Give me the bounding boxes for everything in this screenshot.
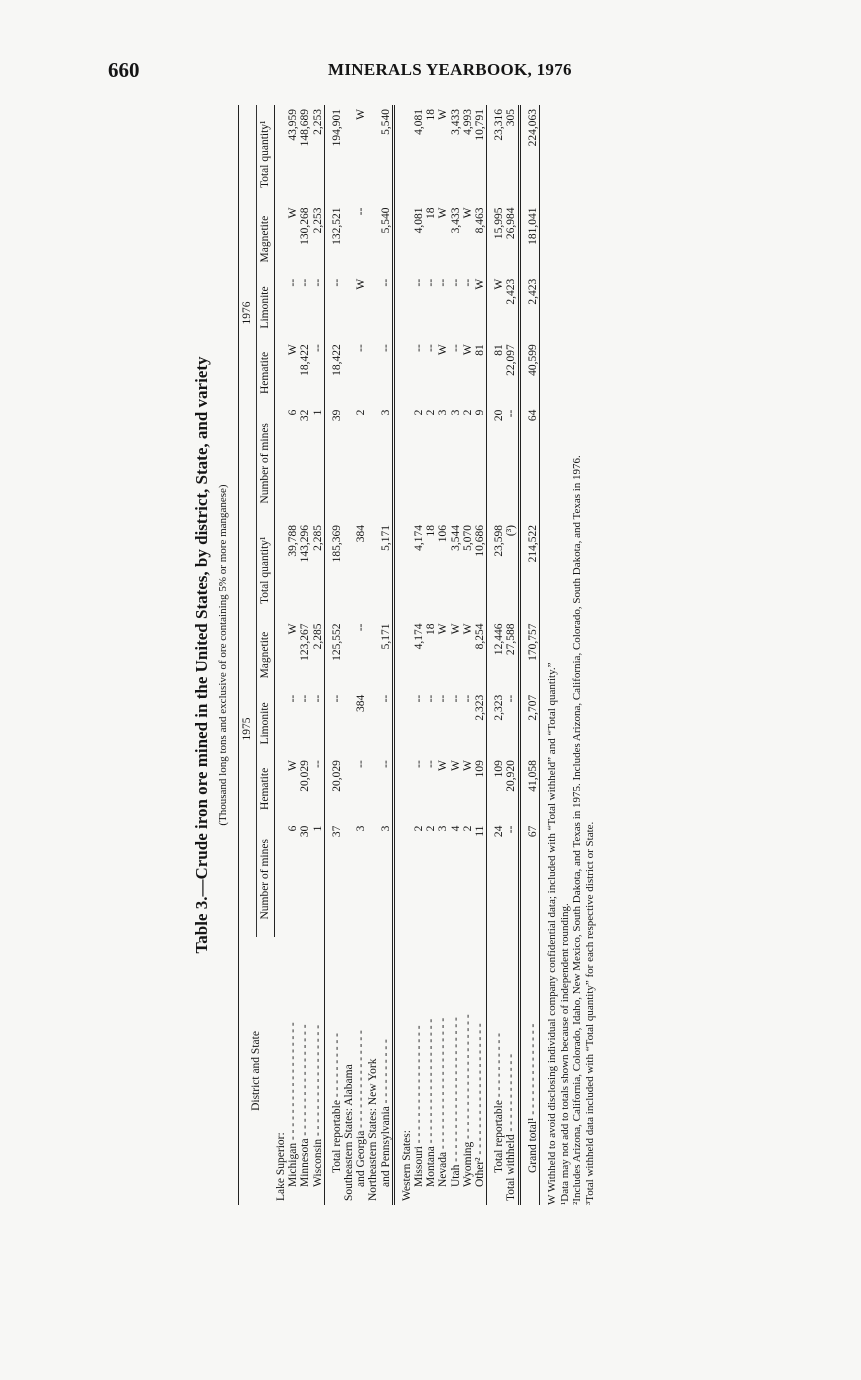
table-cell: W [473, 278, 486, 290]
table-cell [401, 105, 413, 204]
table-cell [401, 691, 413, 756]
header-1976-col-1: Hematite [257, 340, 275, 405]
table-cell [367, 105, 379, 204]
table-cell [275, 756, 287, 821]
table-cell: -- [437, 278, 450, 287]
row-label: Lake Superior: [274, 1132, 287, 1201]
table-cell: -- [449, 344, 462, 352]
table-cell: W [449, 623, 462, 635]
row-spacer [393, 105, 401, 1205]
table-cell: -- [330, 278, 343, 287]
table-cell: -- [355, 344, 368, 352]
running-head: MINERALS YEARBOOK, 1976 [328, 60, 572, 79]
table-cell [367, 406, 379, 521]
table-cell: 2,253 [311, 207, 324, 234]
table-cell: 27,588 [505, 623, 518, 656]
table-cell: 4,081 [412, 109, 425, 135]
table-row [287, 105, 299, 1205]
table-cell [367, 822, 379, 937]
table-cell: 39 [330, 409, 343, 422]
table-cell: W [287, 207, 300, 219]
table-cell [343, 619, 355, 690]
table-cell: -- [461, 694, 474, 703]
table-cell: 194,901 [330, 109, 343, 147]
table-cell: 2,323 [473, 694, 486, 721]
footnotes [546, 105, 597, 1205]
table-cell: 15,995 [493, 207, 506, 240]
table-cell: 67 [527, 822, 540, 937]
table-row [450, 105, 462, 1205]
table-cell [401, 756, 413, 821]
table-cell [343, 691, 355, 756]
row-label: Wyoming - - - - - - - - - - - - - - - - - - - [461, 1014, 474, 1187]
table-cell: 2 [425, 825, 438, 832]
table-cell: 3,544 [449, 525, 462, 551]
table-cell: 123,267 [299, 623, 312, 661]
table-cell: 3 [355, 825, 368, 832]
table-cell: 109 [473, 760, 486, 778]
table-cell: 143,296 [299, 525, 312, 563]
footnote: ³Total withheld data included with “Total quantity” for each respective district or State. [584, 821, 597, 1205]
row-label: Southeastern States: Alabama [342, 1064, 355, 1201]
table-cell: -- [425, 278, 438, 287]
row-label: and Georgia - - - - - - - - - - - - - - - [355, 1030, 368, 1187]
table-cell [343, 340, 355, 405]
table-cell [275, 822, 287, 937]
table-cell [367, 691, 379, 756]
table-cell: -- [379, 760, 392, 768]
table-cell: 20,029 [330, 760, 343, 792]
table-row [275, 105, 287, 1205]
row-label: Total withheld - - - - - - - - - - - - [505, 1053, 518, 1201]
table-row [493, 105, 505, 1205]
table-cell: 39,788 [287, 525, 300, 557]
row-label: Utah - - - - - - - - - - - - - - - - - - - - - - [449, 1017, 462, 1187]
table-cell: -- [505, 825, 518, 834]
table-row [331, 105, 343, 1205]
table-cell: 18 [425, 109, 438, 121]
table-cell: 106 [437, 525, 450, 543]
table-cell: 2 [412, 409, 425, 416]
table-cell [343, 105, 355, 204]
table-cell [343, 406, 355, 521]
table-cell [401, 822, 413, 937]
table-row [505, 105, 519, 1205]
table-cell: W [461, 207, 474, 219]
table-row [462, 105, 474, 1205]
row-label: Michigan - - - - - - - - - - - - - - - - - - [287, 1022, 300, 1187]
table-cell: 384 [355, 694, 368, 712]
table-cell: 5,171 [379, 525, 392, 551]
table-cell: 2,323 [493, 694, 506, 721]
table-cell: 181,041 [527, 204, 540, 275]
table-cell: (³) [505, 525, 518, 537]
table-cell: 18,422 [299, 344, 312, 376]
table-cell: 22,097 [505, 344, 518, 376]
table-cell [275, 204, 287, 275]
table-cell: 2,707 [527, 691, 540, 756]
table-cell: 2,423 [505, 278, 518, 305]
table-cell: W [437, 344, 450, 356]
table-cell: W [287, 623, 300, 635]
table-cell: W [461, 344, 474, 356]
table-cell: 132,521 [330, 207, 343, 245]
header-1976-col-4: Total quantity¹ [257, 105, 275, 204]
table-cell: W [437, 109, 450, 120]
table-cell: W [437, 623, 450, 635]
row-label: Minnesota - - - - - - - - - - - - - - - - - [299, 1024, 312, 1187]
table-cell: -- [505, 694, 518, 703]
footnote: W Withheld to avoid disclosing individual company confidential data; included with “Total withheld” and “Total quantity.” [545, 662, 558, 1205]
table-cell: -- [505, 409, 518, 418]
table-row [355, 105, 367, 1205]
row-label: Other² - - - - - - - - - - - - - - - - - - - - [473, 1023, 486, 1187]
table-cell [275, 619, 287, 690]
table-cell: 5,540 [379, 207, 392, 234]
table-cell: 2 [425, 409, 438, 416]
table-subtitle: (Thousand long tons and exclusive of ore containing 5% or more manganese) [217, 484, 229, 826]
table-cell [401, 406, 413, 521]
table-cell: -- [330, 694, 343, 703]
table-cell: 37 [330, 825, 343, 838]
page-number: 660 [108, 58, 140, 82]
table-cell [343, 521, 355, 619]
header-1976-col-0: Number of mines [257, 406, 275, 521]
table-cell: 4 [449, 825, 462, 832]
table-cell: -- [412, 760, 425, 768]
spacer-cell [519, 105, 527, 1205]
table-cell [367, 521, 379, 619]
header-district-state: District and State [239, 937, 275, 1205]
table-cell: 2 [461, 409, 474, 416]
table-cell: 23,316 [493, 109, 506, 141]
table-row [312, 105, 325, 1205]
iron-ore-table [238, 105, 540, 1205]
header-1975-col-0: Number of mines [257, 822, 275, 937]
row-spacer [519, 105, 527, 1205]
table-cell: 12,446 [493, 623, 506, 656]
table-cell [343, 275, 355, 340]
table-cell: -- [425, 344, 438, 352]
table-cell: -- [355, 760, 368, 768]
table-cell [401, 619, 413, 690]
table-cell: 5,070 [461, 525, 474, 551]
row-label: Wisconsin - - - - - - - - - - - - - - - - - [311, 1024, 324, 1187]
table-cell: -- [449, 278, 462, 287]
table-cell: -- [379, 694, 392, 703]
table-cell [401, 275, 413, 340]
table-cell: 30 [299, 825, 312, 838]
table-cell: 2,423 [527, 275, 540, 340]
footnote: ¹Data may not add to totals shown because of independent rounding. [558, 903, 571, 1205]
table-cell [275, 340, 287, 405]
table-body [275, 105, 539, 1205]
table-cell: -- [355, 207, 368, 216]
table-row [413, 105, 425, 1205]
table-cell: 5,171 [379, 623, 392, 650]
table-cell: 1 [311, 825, 324, 832]
table-row [343, 105, 355, 1205]
table-cell: 2 [355, 409, 368, 416]
table-cell: 2 [461, 825, 474, 832]
table-title: Table 3.—Crude iron ore mined in the United States, by district, State, and variety [192, 356, 211, 954]
table-cell: 3 [379, 825, 392, 832]
table-cell: 214,522 [527, 521, 540, 619]
table-cell: -- [379, 344, 392, 352]
table-cell: 40,599 [527, 340, 540, 405]
table-cell [367, 619, 379, 690]
table-cell [343, 756, 355, 821]
table-cell: -- [425, 760, 438, 768]
table-cell: 3 [379, 409, 392, 416]
table-cell: 4,993 [461, 109, 474, 135]
row-label: Northeastern States: New York [367, 1058, 380, 1201]
table-cell: 6 [287, 409, 300, 416]
table-cell [401, 340, 413, 405]
table-cell [367, 204, 379, 275]
table-cell: 81 [493, 344, 506, 356]
table-cell: -- [299, 278, 312, 287]
table-cell: W [493, 278, 506, 290]
table-cell: 185,369 [330, 525, 343, 563]
table-row [474, 105, 487, 1205]
table-row [367, 105, 379, 1205]
table-cell: -- [311, 694, 324, 703]
table-cell: 11 [473, 825, 486, 837]
table-cell: -- [412, 694, 425, 703]
table-row [401, 105, 413, 1205]
row-label: Grand total¹ - - - - - - - - - - - - - - [527, 937, 540, 1205]
table-row [299, 105, 311, 1205]
row-label: Nevada - - - - - - - - - - - - - - - - - - - - [437, 1017, 450, 1187]
table-cell: 2,285 [311, 623, 324, 650]
table-cell [401, 204, 413, 275]
table-cell: 81 [473, 344, 486, 356]
table-cell: -- [287, 278, 300, 287]
table-cell: 9 [473, 409, 486, 416]
row-label: Montana - - - - - - - - - - - - - - - - - - - [425, 1018, 438, 1187]
table-cell: 5,540 [379, 109, 392, 135]
rotated-table-block [190, 105, 690, 1205]
table-cell: W [287, 344, 300, 356]
table-cell: 130,268 [299, 207, 312, 245]
table-cell: -- [461, 278, 474, 287]
table-cell: W [461, 623, 474, 635]
table-cell: 20,920 [505, 760, 518, 792]
table-cell: 8,463 [473, 207, 486, 234]
table-cell: W [449, 760, 462, 772]
table-cell: 20,029 [299, 760, 312, 792]
table-row [527, 105, 540, 1205]
table-cell: 18 [425, 207, 438, 220]
header-1975-col-3: Magnetite [257, 619, 275, 690]
table-cell: 3,433 [449, 109, 462, 135]
table-cell: -- [379, 278, 392, 287]
table-cell: 8,254 [473, 623, 486, 650]
table-cell: W [287, 760, 300, 772]
footnote: ²Includes Arizona, California, Colorado, Idaho, New Mexico, South Dakota, and Texas in 1975. Includes Arizona, California, Colorado, South Dakota, and Texas in 1976. [571, 455, 584, 1205]
header-1976-col-2: Limonite [257, 275, 275, 340]
table-cell: 109 [493, 760, 506, 778]
header-1975-col-2: Limonite [257, 691, 275, 756]
row-label: Western States: [400, 1130, 413, 1201]
table-cell [275, 521, 287, 619]
table-cell: 10,686 [473, 525, 486, 557]
table-cell: -- [425, 694, 438, 703]
table-cell: 3 [449, 409, 462, 416]
table-cell: 4,174 [412, 623, 425, 650]
table-cell: 4,174 [412, 525, 425, 551]
table-cell: 2,253 [311, 109, 324, 135]
table-cell: 26,984 [505, 207, 518, 240]
table-cell: 64 [527, 406, 540, 521]
table-cell: 41,058 [527, 756, 540, 821]
table-cell: 305 [505, 109, 518, 127]
table-cell: 224,063 [527, 105, 540, 204]
table-cell: 2,285 [311, 525, 324, 551]
table-cell: W [461, 760, 474, 772]
table-cell: 1 [311, 409, 324, 416]
row-label: Total reportable - - - - - - - - - - [493, 1033, 506, 1173]
table-cell [275, 691, 287, 756]
table-row [380, 105, 394, 1205]
table-cell: 18 [425, 623, 438, 635]
header-1975-col-4: Total quantity¹ [257, 521, 275, 619]
table-cell: 18,422 [330, 344, 343, 376]
table-cell: 43,959 [287, 109, 300, 141]
table-cell: W [355, 278, 368, 290]
table-cell: 10,791 [473, 109, 486, 141]
table-cell: -- [311, 760, 324, 768]
table-cell: 20 [493, 409, 506, 422]
table-cell: -- [437, 694, 450, 703]
table-cell: 24 [493, 825, 506, 838]
table-cell: 3 [437, 409, 450, 416]
table-cell [275, 275, 287, 340]
spacer-cell [393, 105, 401, 1205]
table-cell: -- [311, 278, 324, 287]
table-cell: -- [412, 278, 425, 287]
row-label: Missouri - - - - - - - - - - - - - - - - - - [412, 1025, 425, 1187]
table-cell: -- [287, 694, 300, 703]
table-cell: 4,081 [412, 207, 425, 234]
table-cell: W [437, 207, 450, 219]
table-row [437, 105, 449, 1205]
header-1976-col-3: Magnetite [257, 204, 275, 275]
table-cell [367, 275, 379, 340]
table-cell: 2 [412, 825, 425, 832]
table-cell [343, 822, 355, 937]
table-cell: -- [299, 694, 312, 703]
table-cell: 148,689 [299, 109, 312, 147]
table-cell: 23,598 [493, 525, 506, 557]
table-cell [367, 340, 379, 405]
table-cell: W [355, 109, 368, 120]
table-row [425, 105, 437, 1205]
table-cell [275, 105, 287, 204]
table-cell: 32 [299, 409, 312, 422]
table-cell: 125,552 [330, 623, 343, 661]
table-cell: 3,433 [449, 207, 462, 234]
table-cell [275, 406, 287, 521]
table-cell: 384 [355, 525, 368, 543]
table-cell [343, 204, 355, 275]
table-cell: -- [355, 623, 368, 632]
header-year-1976: 1976 [239, 105, 257, 521]
table-cell: -- [449, 694, 462, 703]
table-cell: -- [412, 344, 425, 352]
table-cell: 170,757 [527, 619, 540, 690]
header-year-1975: 1975 [239, 521, 257, 937]
table-cell: -- [311, 344, 324, 352]
row-label: and Pennsylvania - - - - - - - - - - [379, 1039, 392, 1187]
table-cell: W [437, 760, 450, 772]
table-cell [401, 521, 413, 619]
header-1975-col-1: Hematite [257, 756, 275, 821]
table-cell [367, 756, 379, 821]
row-label: Total reportable - - - - - - - - - - [330, 1033, 343, 1173]
table-cell: 6 [287, 825, 300, 832]
table-cell: 18 [425, 525, 438, 537]
table-cell: 3 [437, 825, 450, 832]
